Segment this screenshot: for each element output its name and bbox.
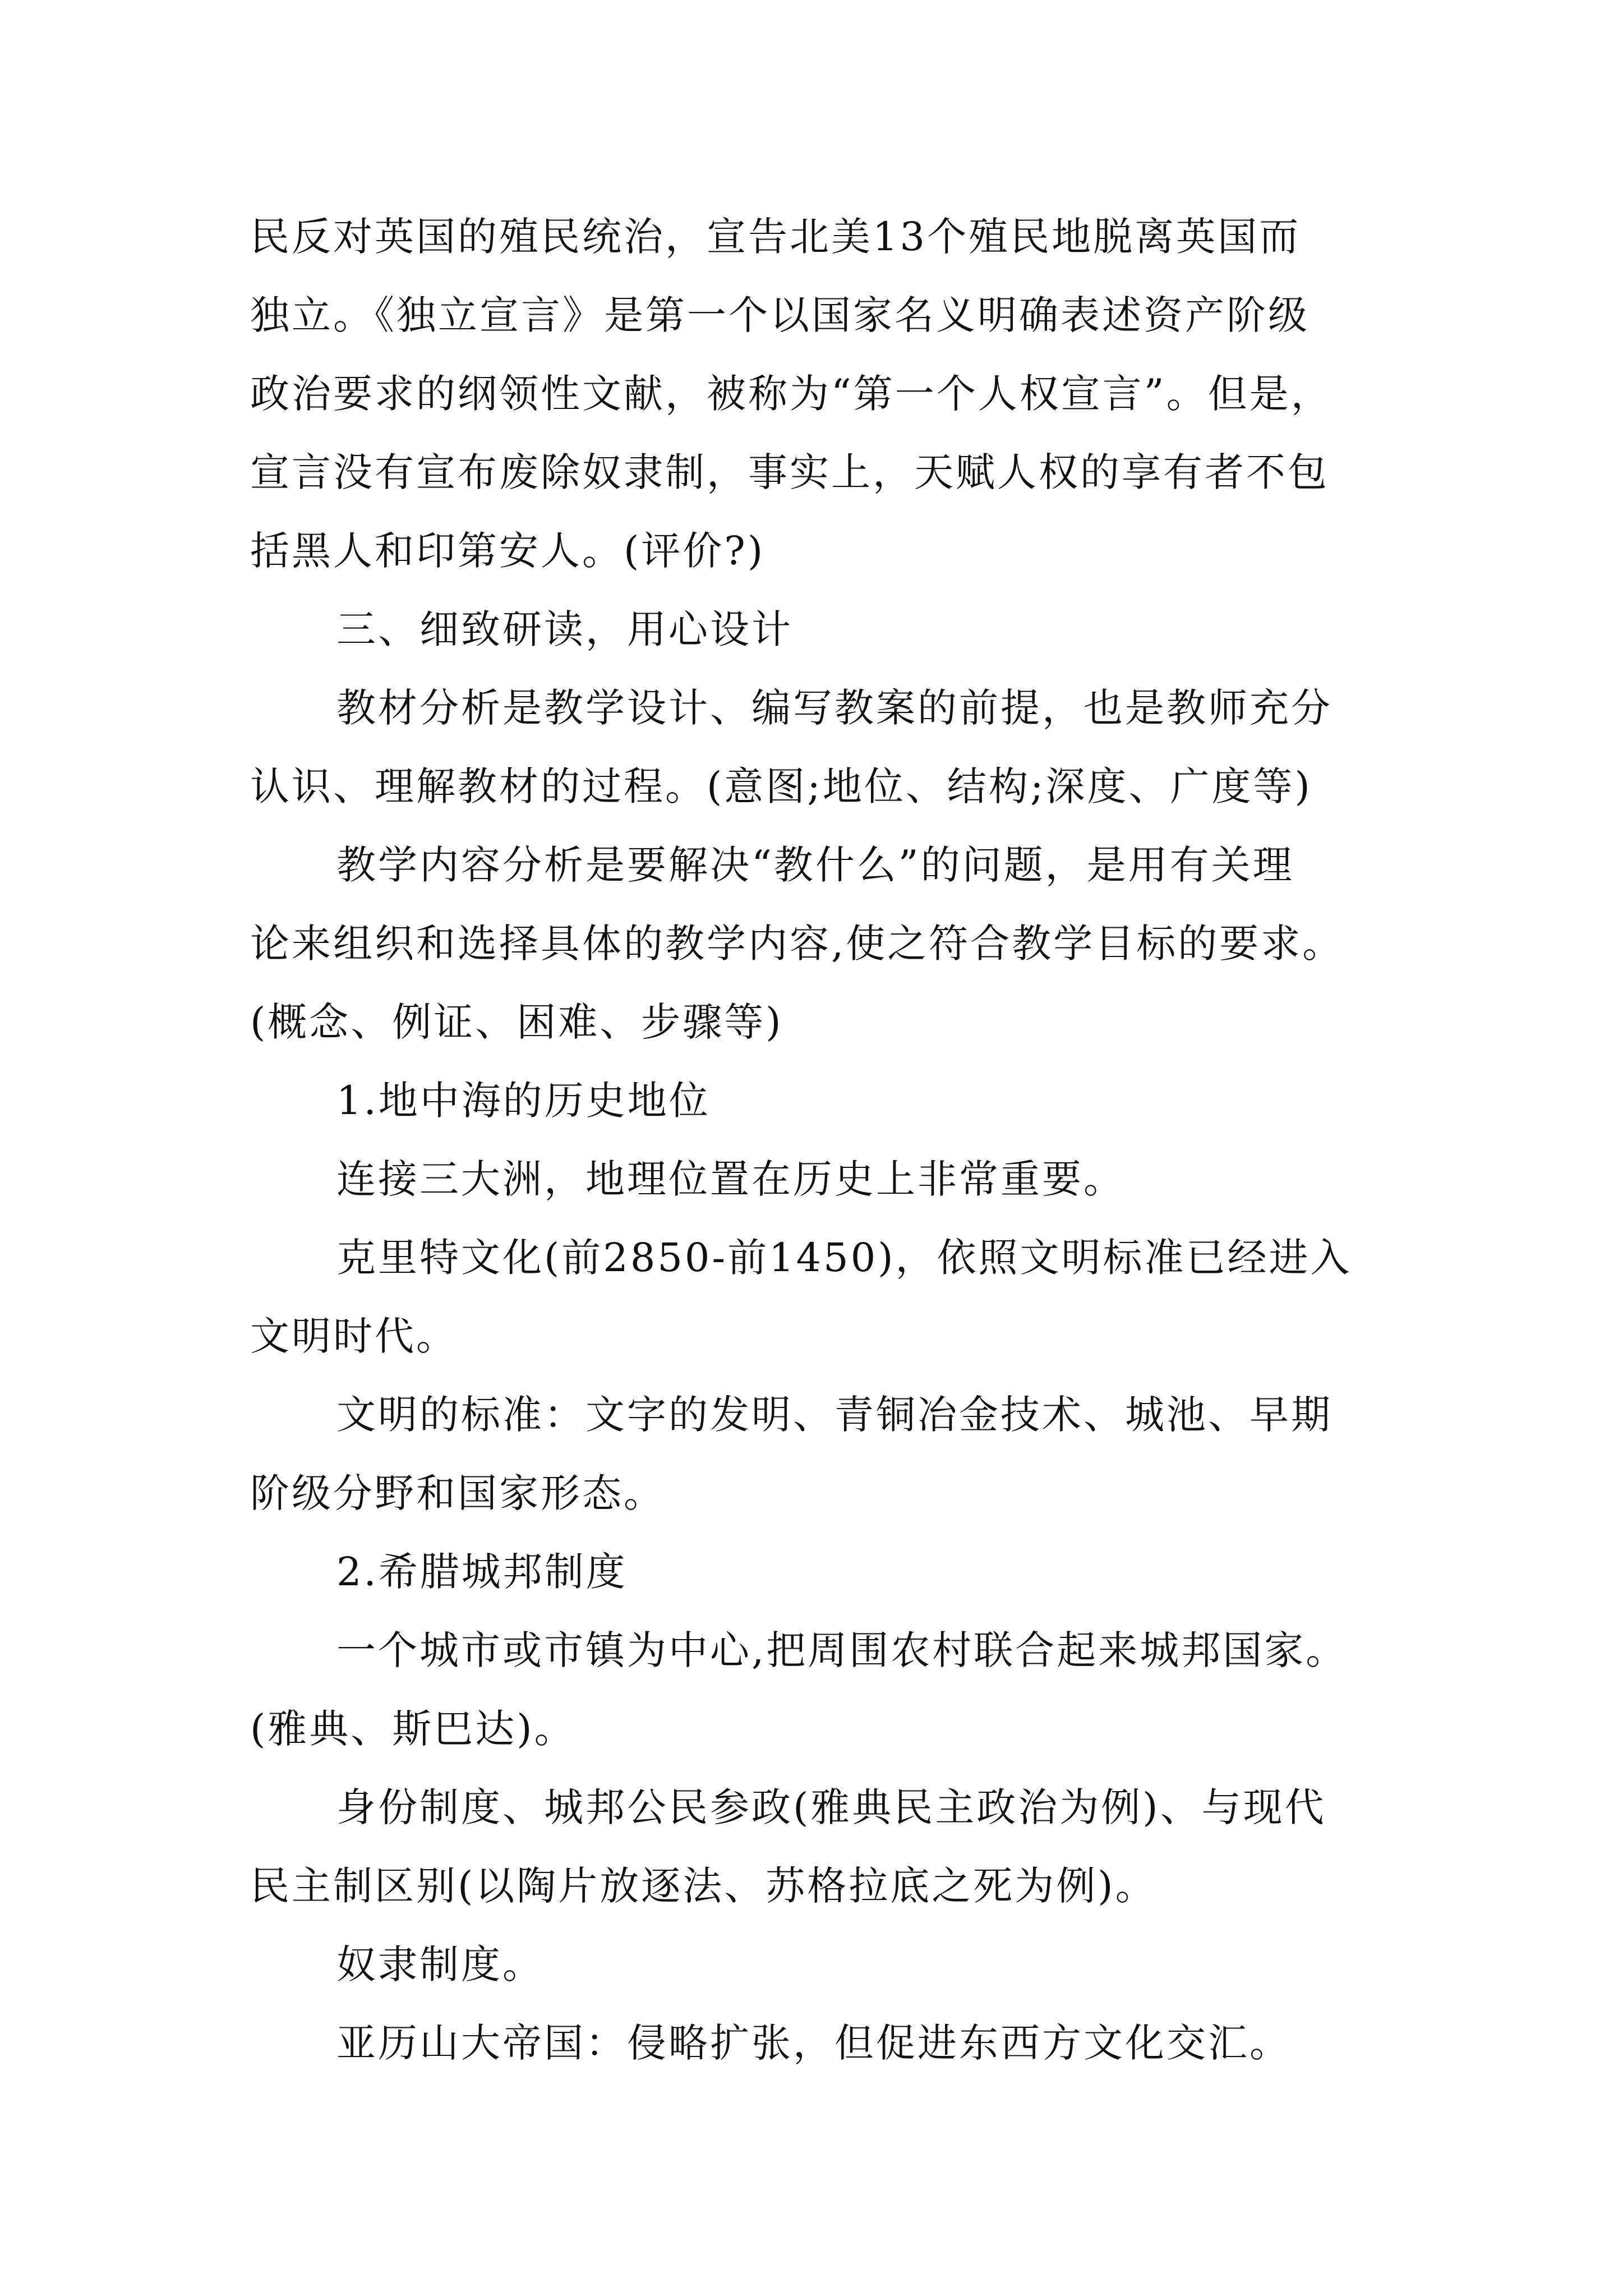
text-line: 文明时代。 bbox=[250, 1313, 458, 1359]
text-line: 教材分析是教学设计、编写教案的前提，也是教师充分 bbox=[336, 685, 1332, 731]
text-line: (概念、例证、困难、步骤等) bbox=[250, 999, 783, 1045]
text-line: 文明的标准：文字的发明、青铜冶金技术、城池、早期 bbox=[336, 1392, 1332, 1438]
text-line: 宣言没有宣布废除奴隶制，事实上，天赋人权的享有者不包 bbox=[250, 449, 1329, 495]
text-line: 括黑人和印第安人。(评价?) bbox=[250, 528, 766, 574]
text-line: 认识、理解教材的过程。(意图;地位、结构;深度、广度等) bbox=[250, 763, 1312, 809]
text-line: 亚历山大帝国：侵略扩张，但促进东西方文化交汇。 bbox=[336, 2020, 1291, 2066]
subsection-heading: 1.地中海的历史地位 bbox=[336, 1078, 711, 1124]
text-line: 论来组织和选择具体的教学内容,使之符合教学目标的要求。 bbox=[250, 921, 1344, 967]
text-line: 民反对英国的殖民统治，宣告北美13个殖民地脱离英国而 bbox=[250, 214, 1301, 260]
text-line: 连接三大洲，地理位置在历史上非常重要。 bbox=[336, 1156, 1125, 1202]
text-line: 奴隶制度。 bbox=[336, 1941, 544, 1987]
text-line: 民主制区别(以陶片放逐法、苏格拉底之死为例)。 bbox=[250, 1863, 1157, 1909]
text-line: 身份制度、城邦公民参政(雅典民主政治为例)、与现代 bbox=[336, 1784, 1326, 1830]
text-line: 教学内容分析是要解决“教什么”的问题，是用有关理 bbox=[336, 842, 1294, 888]
subsection-heading: 2.希腊城邦制度 bbox=[336, 1549, 628, 1595]
text-line: 一个城市或市镇为中心,把周围农村联合起来城邦国家。 bbox=[336, 1627, 1348, 1673]
text-line: 独立。《独立宣言》是第一个以国家名义明确表述资产阶级 bbox=[250, 292, 1310, 338]
text-line: 克里特文化(前2850-前1450)，依照文明标准已经进入 bbox=[336, 1235, 1352, 1281]
text-line: 政治要求的纲领性文献，被称为“第一个人权宣言”。但是， bbox=[250, 371, 1332, 417]
text-line: (雅典、斯巴达)。 bbox=[250, 1706, 576, 1752]
text-line: 阶级分野和国家形态。 bbox=[250, 1470, 665, 1516]
section-heading: 三、细致研读，用心设计 bbox=[336, 606, 793, 652]
